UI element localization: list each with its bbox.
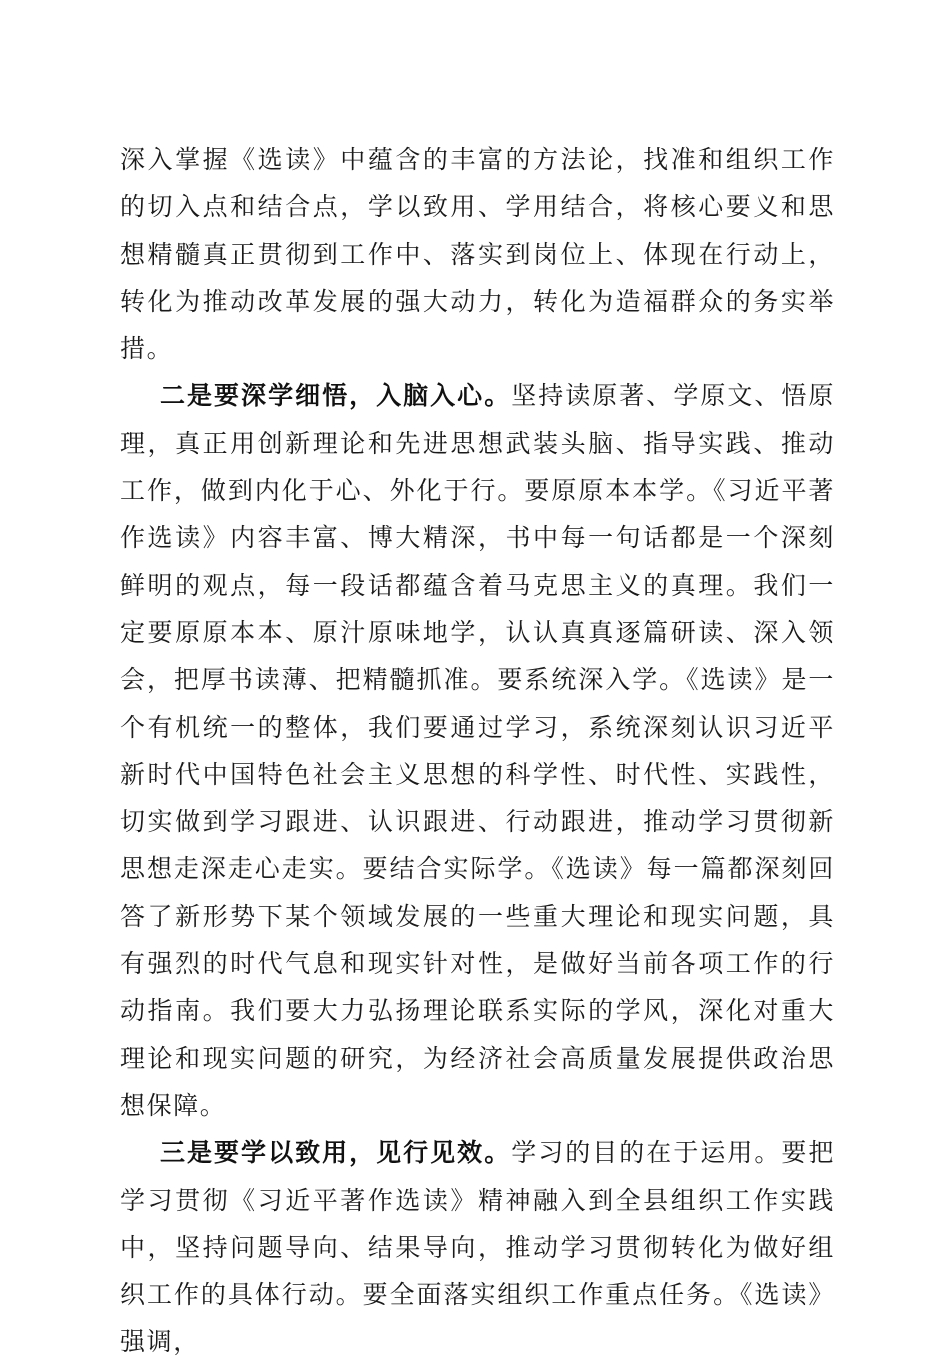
paragraph-2 bbox=[120, 372, 835, 1129]
paragraph-3 bbox=[120, 1129, 835, 1365]
paragraph-3-lead: 三是要学以致用，见行见效。 bbox=[160, 1138, 512, 1168]
paragraph-1 bbox=[120, 136, 835, 372]
paragraph-2-lead: 二是要深学细悟，入脑入心。 bbox=[160, 381, 512, 411]
paragraph-3-text: 学习的目的在于运用。要把学习贯彻《习近平著作选读》精神融入到全县组织工作实践中，坚持问题导向、结果导向，推动学习贯彻转化为做好组织工作的具体行动。要全面落实组织工作重点任务。《选读》强调， bbox=[120, 1138, 835, 1357]
paragraph-1-text: 深入掌握《选读》中蕴含的丰富的方法论，找准和组织工作的切入点和结合点，学以致用、学用结合，将核心要义和思想精髓真正贯彻到工作中、落实到岗位上、体现在行动上，转化为推动改革发展的强大动力，转化为造福群众的务实举措。 bbox=[120, 145, 835, 364]
paragraph-2-text: 坚持读原著、学原文、悟原理，真正用创新理论和先进思想武装头脑、指导实践、推动工作，做到内化于心、外化于行。要原原本本学。《习近平著作选读》内容丰富、博大精深，书中每一句话都是一个深刻鲜明的观点，每一段话都蕴含着马克思主义的真理。我们一定要原原本本、原汁原味地学，认认真真逐篇研读、深入领会，把厚书读薄、把精髓抓准。要系统深入学。《选读》是一个有机统一的整体，我们要通过学习，系统深刻认识习近平新时代中国特色社会主义思想的科学性、时代性、实践性，切实做到学习跟进、认识跟进、行动跟进，推动学习贯彻新思想走深走心走实。要结合实际学。《选读》每一篇都深刻回答了新形势下某个领域发展的一些重大理论和现实问题，具有强烈的时代气息和现实针对性，是做好当前各项工作的行动指南。我们要大力弘扬理论联系实际的学风，深化对重大理论和现实问题的研究，为经济社会高质量发展提供政治思想保障。 bbox=[120, 381, 835, 1120]
document-body bbox=[120, 136, 835, 1366]
